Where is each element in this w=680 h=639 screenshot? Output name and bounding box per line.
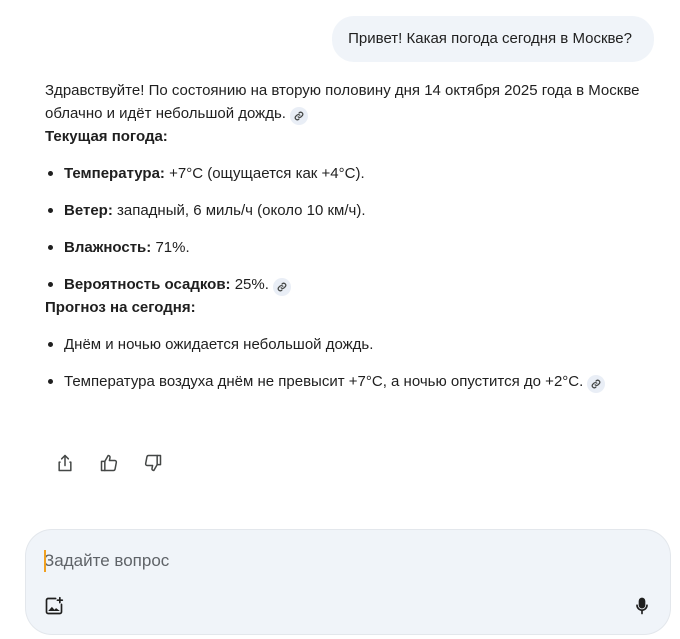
list-item bbox=[45, 199, 660, 222]
forecast-text: Днём и ночью ожидается небольшой дождь. bbox=[64, 336, 374, 353]
current-weather-heading: Текущая погода: bbox=[45, 128, 168, 145]
thumbs-down-icon bbox=[143, 453, 163, 473]
current-weather-list bbox=[45, 162, 660, 296]
item-label: Влажность: bbox=[64, 239, 152, 256]
microphone-icon bbox=[632, 596, 652, 616]
forecast-list bbox=[45, 333, 660, 393]
share-icon bbox=[55, 453, 75, 473]
citation-link-icon[interactable] bbox=[273, 278, 291, 296]
prompt-input[interactable] bbox=[44, 549, 604, 573]
text-caret bbox=[44, 550, 46, 572]
item-label: Температура: bbox=[64, 165, 165, 182]
forecast-text: Температура воздуха днём не превысит +7°C, а ночью опустится до +2°C. bbox=[64, 373, 584, 390]
item-value: 25%. bbox=[230, 276, 269, 293]
user-message-text: Привет! Какая погода сегодня в Москве? bbox=[348, 30, 632, 47]
dislike-button[interactable] bbox=[138, 448, 168, 478]
share-button[interactable] bbox=[50, 448, 80, 478]
like-button[interactable] bbox=[94, 448, 124, 478]
list-item bbox=[45, 370, 660, 393]
response-actions bbox=[50, 448, 168, 478]
assistant-response bbox=[45, 79, 660, 393]
user-message-bubble bbox=[332, 16, 654, 62]
list-item bbox=[45, 236, 660, 259]
add-image-icon bbox=[44, 596, 64, 616]
add-image-button[interactable] bbox=[40, 592, 68, 620]
thumbs-up-icon bbox=[99, 453, 119, 473]
microphone-button[interactable] bbox=[628, 592, 656, 620]
citation-link-icon[interactable] bbox=[290, 107, 308, 125]
item-value: западный, 6 миль/ч (около 10 км/ч). bbox=[112, 202, 366, 219]
intro-text: Здравствуйте! По состоянию на вторую половину дня 14 октября 2025 года в Москве облачно и идёт небольшой дождь. bbox=[45, 82, 640, 122]
forecast-heading: Прогноз на сегодня: bbox=[45, 299, 196, 316]
item-label: Вероятность осадков: bbox=[64, 276, 231, 293]
item-label: Ветер: bbox=[64, 202, 113, 219]
item-value: 71%. bbox=[151, 239, 190, 256]
prompt-composer bbox=[26, 530, 670, 634]
citation-link-icon[interactable] bbox=[587, 375, 605, 393]
list-item bbox=[45, 273, 660, 296]
response-intro bbox=[45, 79, 660, 125]
item-value: +7°C (ощущается как +4°C). bbox=[164, 165, 365, 182]
list-item bbox=[45, 162, 660, 185]
list-item bbox=[45, 333, 660, 356]
